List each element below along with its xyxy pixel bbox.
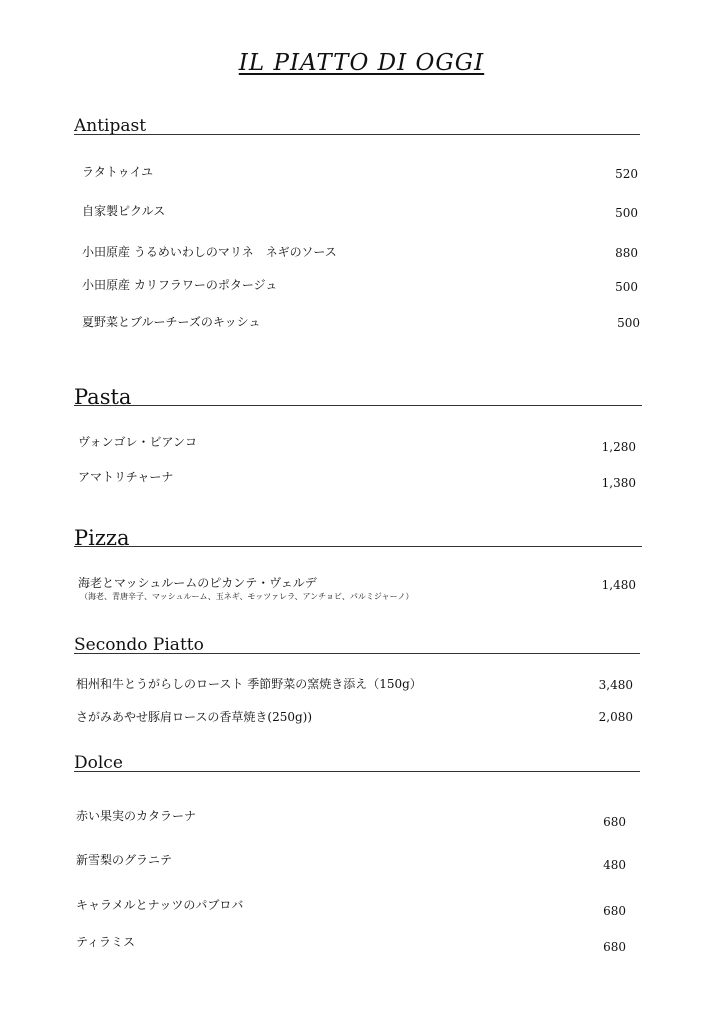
menu-item-price: 680: [603, 940, 626, 954]
menu-item-price: 3,480: [598, 678, 633, 692]
menu-item-name: 海老とマッシュルームのピカンテ・ヴェルデ: [78, 576, 317, 590]
menu-item-price: 1,280: [601, 440, 636, 454]
menu-item-name: 小田原産 カリフラワーのポタージュ: [82, 278, 278, 292]
section-heading-secondo-piatto: Secondo Piatto: [74, 635, 204, 655]
section-divider: [74, 653, 640, 654]
menu-item-price: 680: [603, 904, 626, 918]
section-divider: [74, 134, 640, 135]
section-heading-pasta: Pasta: [74, 385, 132, 409]
section-divider: [74, 771, 640, 772]
menu-item-price: 500: [615, 206, 638, 220]
menu-item-price: 680: [603, 815, 626, 829]
menu-item-price: 520: [615, 167, 638, 181]
menu-item-name: 相州和牛とうがらしのロースト 季節野菜の窯焼き添え（150g）: [76, 677, 422, 691]
menu-item-name: 夏野菜とブルーチーズのキッシュ: [82, 315, 261, 329]
menu-item-name: ラタトゥイユ: [82, 165, 154, 179]
menu-item-name: 小田原産 うるめいわしのマリネ ネギのソース: [82, 245, 337, 259]
menu-item-price: 500: [615, 280, 638, 294]
section-divider: [74, 405, 642, 406]
menu-item-price: 880: [615, 246, 638, 260]
menu-item-price: 2,080: [598, 710, 633, 724]
menu-item-name: アマトリチャーナ: [78, 470, 174, 484]
section-heading-antipast: Antipast: [74, 116, 147, 136]
section-heading-pizza: Pizza: [74, 526, 130, 550]
menu-item-name: キャラメルとナッツのパブロバ: [76, 898, 244, 912]
menu-item-name: ヴォンゴレ・ビアンコ: [78, 435, 198, 449]
menu-item-name: ティラミス: [76, 935, 136, 949]
menu-item-price: 1,480: [601, 578, 636, 592]
menu-item-price: 1,380: [601, 476, 636, 490]
menu-item-name: さがみあやせ豚肩ロースの香草焼き(250g)): [76, 710, 313, 724]
section-divider: [74, 546, 642, 547]
page-title: IL PIATTO DI OGGI: [238, 50, 485, 76]
menu-item-price: 480: [603, 858, 626, 872]
menu-item-price: 500: [617, 316, 640, 330]
section-heading-dolce: Dolce: [74, 753, 123, 773]
menu-item-name: 自家製ピクルス: [82, 204, 166, 218]
menu-item-name: 赤い果実のカタラーナ: [76, 809, 197, 823]
menu-item-ingredients: （海老、青唐辛子、マッシュルーム、玉ネギ、モッツァレラ、アンチョビ、パルミジャーノ）: [80, 592, 414, 601]
menu-item-name: 新雪梨のグラニテ: [76, 853, 173, 867]
